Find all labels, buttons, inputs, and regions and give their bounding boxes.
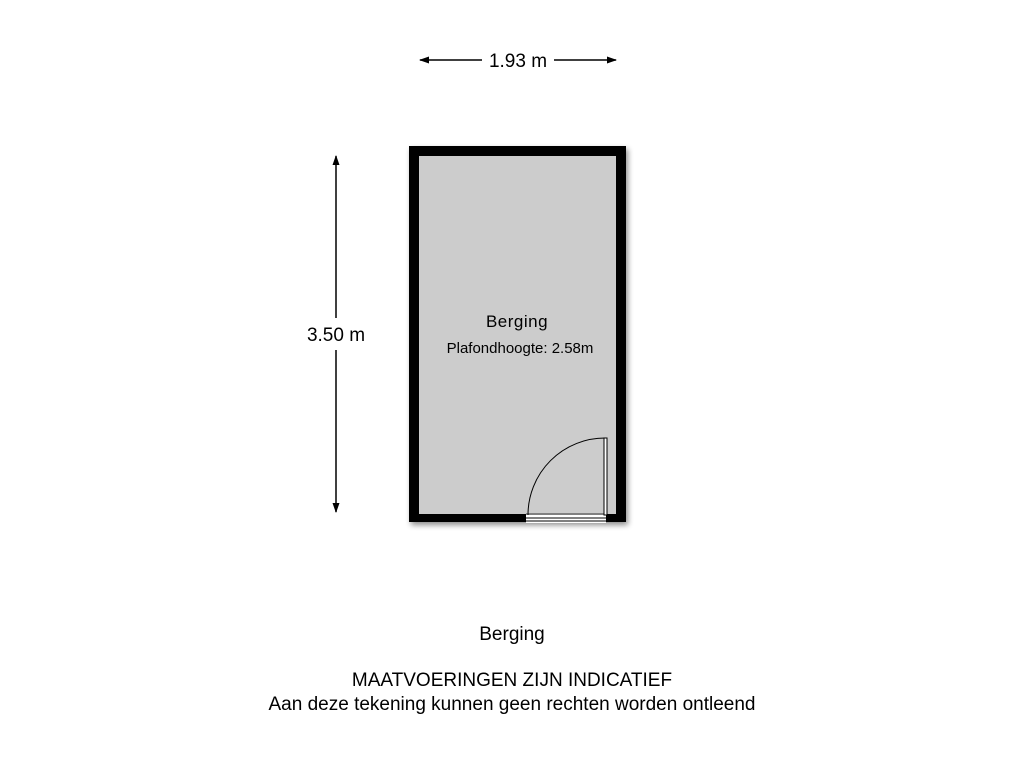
- floor-title: Berging: [479, 624, 545, 645]
- room-name: Berging: [485, 312, 549, 331]
- disclaimer-heading: MAATVOERINGEN ZIJN INDICATIEF: [351, 670, 673, 691]
- room-ceiling-height: Plafondhoogte: 2.58m: [446, 340, 594, 357]
- width-dimension-label: 1.93 m: [488, 51, 548, 72]
- room-berging: [409, 146, 626, 522]
- height-dimension: [307, 156, 365, 512]
- width-dimension: [420, 51, 616, 72]
- room-floor: [419, 156, 616, 514]
- height-dimension-label: 3.50 m: [306, 325, 366, 346]
- disclaimer-text: Aan deze tekening kunnen geen rechten worden ontleend: [268, 694, 756, 715]
- door-leaf: [604, 438, 607, 515]
